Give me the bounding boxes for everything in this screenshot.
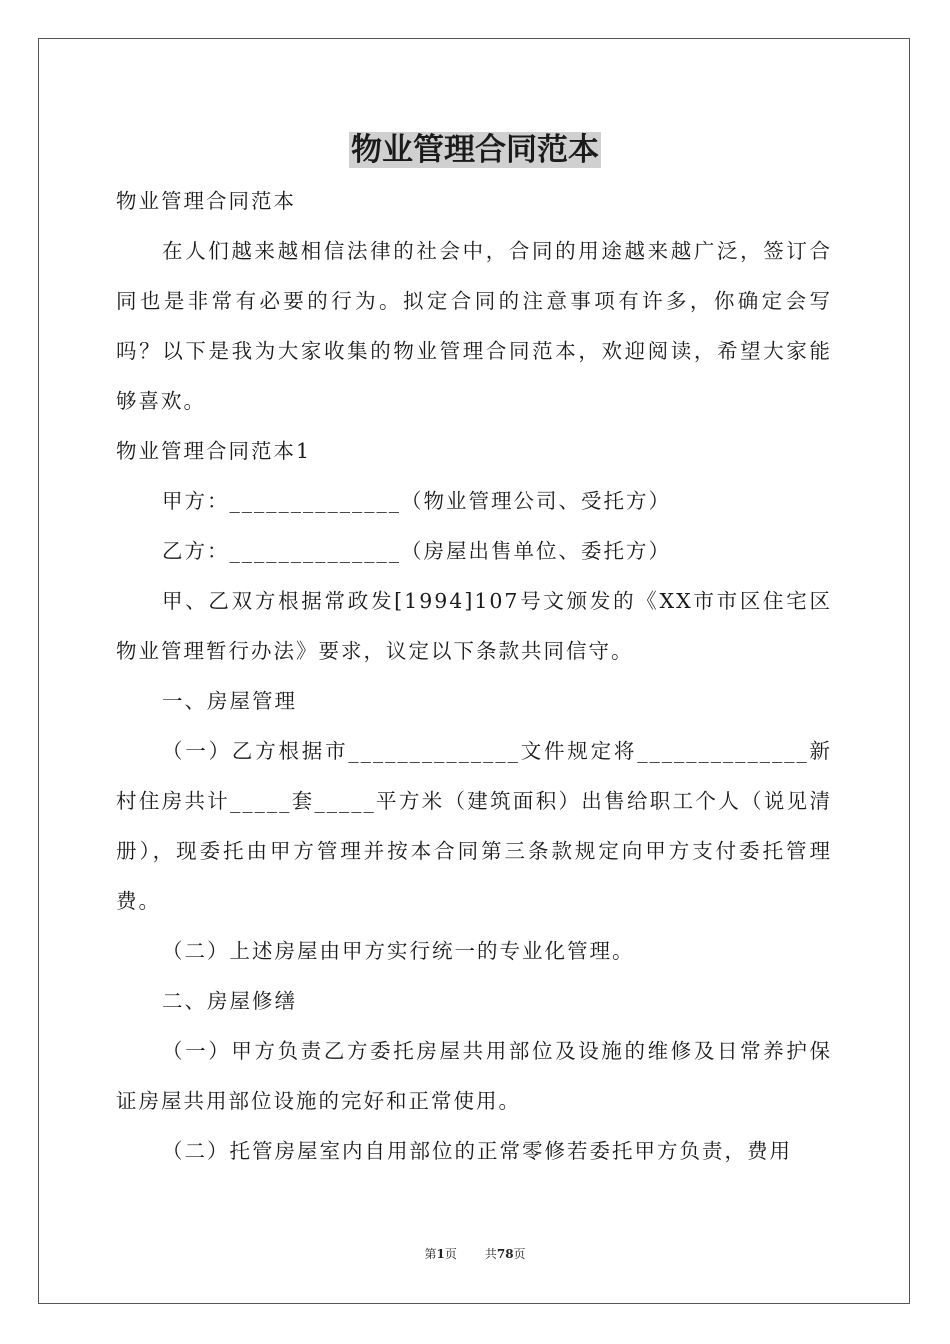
agreement-basis-paragraph: 甲、乙双方根据常政发[1994]107号文颁发的《XX市市区住宅区物业管理暂行办法》要求，议定以下条款共同信守。	[116, 589, 832, 663]
clause-1-2-paragraph: （二）上述房屋由甲方实行统一的专业化管理。	[162, 939, 635, 963]
document-body	[116, 176, 832, 1176]
clause-2-2-paragraph: （二）托管房屋室内自用部位的正常零修若委托甲方负责，费用	[162, 1139, 792, 1163]
section-heading: 物业管理合同范本1	[116, 439, 312, 463]
page-prefix: 第	[424, 1247, 437, 1261]
clause-1-1-paragraph: （一）乙方根据市______________文件规定将______________新村住房共计_____套_____平方米（建筑面积）出售给职工个人（说见清册），现委托由甲方管理并按本合同第三条款规定向甲方支付委托管理费。	[116, 739, 832, 913]
subtitle-paragraph: 物业管理合同范本	[116, 189, 296, 213]
page-suffix: 页	[444, 1247, 457, 1261]
document-title	[0, 128, 950, 172]
clause-heading-housing-management: 一、房屋管理	[162, 689, 297, 713]
clause-heading-housing-repair: 二、房屋修缮	[162, 989, 297, 1013]
total-prefix: 共	[484, 1247, 497, 1261]
page-number: 1	[436, 1247, 445, 1261]
clause-2-1-paragraph: （一）甲方负责乙方委托房屋共用部位及设施的维修及日常养护保证房屋共用部位设施的完好和正常使用。	[116, 1039, 832, 1113]
party-b-line: 乙方：______________（房屋出售单位、委托方）	[162, 539, 671, 563]
title-text: 物业管理合同范本	[351, 132, 599, 168]
intro-paragraph: 在人们越来越相信法律的社会中，合同的用途越来越广泛，签订合同也是非常有必要的行为。拟定合同的注意事项有许多，你确定会写吗？以下是我为大家收集的物业管理合同范本，欢迎阅读，希望大家能够喜欢。	[116, 239, 832, 413]
total-suffix: 页	[513, 1247, 526, 1261]
party-a-line: 甲方：______________（物业管理公司、受托方）	[162, 489, 671, 513]
page-footer	[0, 1245, 950, 1263]
total-pages: 78	[496, 1247, 514, 1261]
